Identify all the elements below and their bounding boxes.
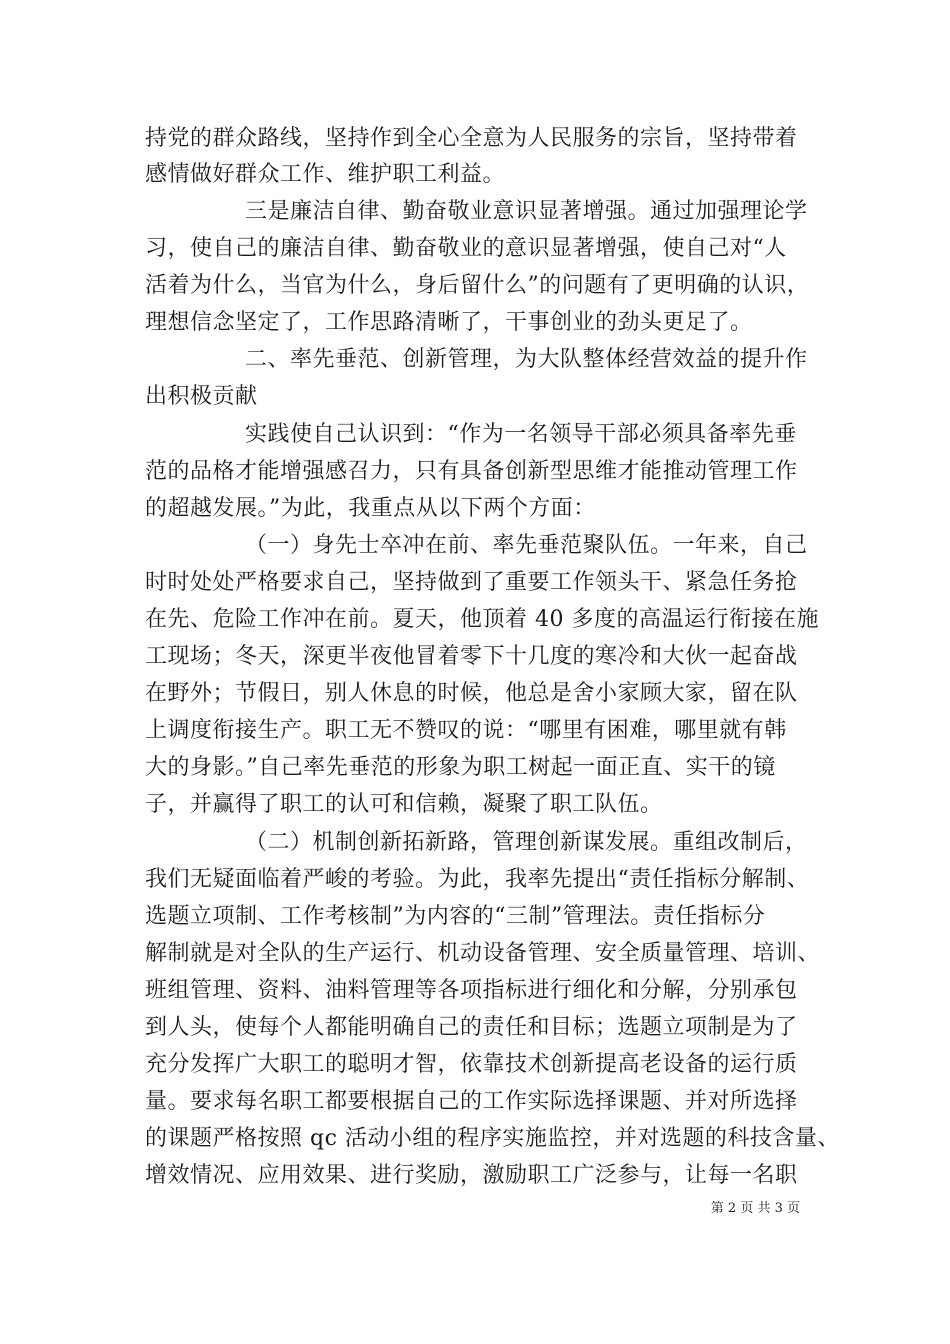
text-line: 选题立项制、工作考核制”为内容的“三制”管理法。责任指标分 (145, 904, 766, 929)
text-line: 活着为什么，当官为什么，身后留什么”的问题有了更明确的认识， (145, 273, 810, 298)
text-line: （一）身先士卒冲在前、率先垂范聚队伍。一年来，自己 (245, 533, 808, 558)
page-number: 第 2 页 共 3 页 (710, 1201, 800, 1216)
text-line: 我们无疑面临着严峻的考验。为此，我率先提出“责任指标分解制、 (145, 867, 810, 892)
text-line: 习，使自己的廉洁自律、勤奋敬业的意识显著增强，使自己对“人 (145, 236, 787, 261)
text-line: 到人头，使每个人都能明确自己的责任和目标；选题立项制是为了 (145, 1015, 798, 1040)
text-line: 实践使自己认识到：“作为一名领导干部必须具备率先垂 (245, 422, 797, 447)
text-line: 在先、危险工作冲在前。夏天，他顶着 40 多度的高温运行衔接在施 (145, 607, 819, 632)
text-line: 工现场；冬天，深更半夜他冒着零下十几度的寒冷和大伙一起奋战 (145, 644, 798, 669)
text-line: 班组管理、资料、油料管理等各项指标进行细化和分解，分别承包 (145, 978, 798, 1003)
text-line: 量。要求每名职工都要根据自己的工作实际选择课题、并对所选择 (145, 1089, 798, 1114)
text-line: 充分发挥广大职工的聪明才智，依靠技术创新提高老设备的运行质 (145, 1052, 798, 1077)
text-line: 范的品格才能增强感召力，只有具备创新型思维才能推动管理工作 (145, 459, 798, 484)
text-line: 的课题严格按照 qc 活动小组的程序实施监控，并对选题的科技含量、 (145, 1126, 840, 1151)
text-line: （二）机制创新拓新路，管理创新谋发展。重组改制后， (245, 830, 808, 855)
text-line: 持党的群众路线，坚持作到全心全意为人民服务的宗旨，坚持带着 (145, 126, 798, 151)
text-line: 上调度衔接生产。职工无不赞叹的说：“哪里有困难，哪里就有韩 (145, 718, 787, 743)
text-line: 感情做好群众工作、维护职工利益。 (145, 162, 506, 187)
text-line: 解制就是对全队的生产运行、机动设备管理、安全质量管理、培训、 (145, 941, 821, 966)
text-line: 在野外；节假日，别人休息的时候，他总是舍小家顾大家，留在队 (145, 681, 798, 706)
text-line: 理想信念坚定了，工作思路清晰了，干事创业的劲头更足了。 (145, 310, 753, 335)
text-line: 时时处处严格要求自己，坚持做到了重要工作领头干、紧急任务抢 (145, 570, 798, 595)
text-line: 三是廉洁自律、勤奋敬业意识显著增强。通过加强理论学 (245, 199, 808, 224)
text-line: 大的身影。”自己率先垂范的形象为职工树起一面正直、实干的镜 (145, 755, 776, 780)
text-line: 的超越发展。”为此，我重点从以下两个方面： (145, 496, 596, 521)
text-line: 增效情况、应用效果、进行奖励，激励职工广泛参与，让每一名职 (145, 1163, 798, 1188)
section-heading: 出积极贡献 (145, 384, 258, 409)
text-line: 子，并赢得了职工的认可和信赖，凝聚了职工队伍。 (145, 792, 663, 817)
section-heading: 二、率先垂范、创新管理，为大队整体经营效益的提升作 (245, 347, 808, 372)
